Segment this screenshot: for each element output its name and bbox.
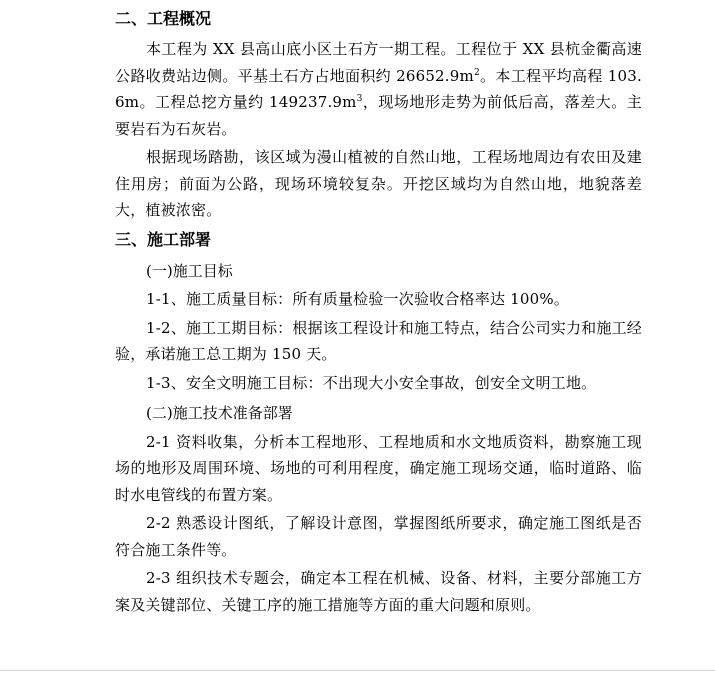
list-item-quality-goal: 1-1、施工质量目标：所有质量检验一次验收合格率达 100%。 xyxy=(146,290,570,308)
paragraph-project-description xyxy=(115,36,642,142)
paragraph-site-survey: 根据现场踏勘，该区域为漫山植被的自然山地，工程场地周边有农田及建住用房；前面为公路，现场环境较复杂。开挖区域均为自然山地，地貌落差大，植被浓密。 xyxy=(115,148,642,219)
list-item-safety-goal: 1-3、安全文明施工目标：不出现大小安全事故，创安全文明工地。 xyxy=(146,373,597,392)
subsection-title-technical-preparation: (二)施工技术准备部署 xyxy=(146,404,293,422)
section-heading-project-overview: 二、工程概况 xyxy=(115,9,212,28)
section-heading-construction-deployment: 三、施工部署 xyxy=(115,229,212,249)
list-item-data-collection: 2-1 资料收集，分析本工程地形、工程地质和水文地质资料，勘察施工现场的地形及周围环境、场地的可利用程度，确定施工现场交通，临时道路、临时水电管线的布置方案。 xyxy=(115,432,642,504)
document-body xyxy=(115,5,642,618)
paragraph-project-description-part3: ，现场地形走势为前低后高，落差大。主要岩石为石灰岩。 xyxy=(115,93,642,138)
paragraph-project-description-part2: 。本工程平均高程 103.6m。工程总挖方量约 149237.9m xyxy=(115,66,642,111)
superscript-cubic: 3 xyxy=(356,94,363,104)
superscript-square: 2 xyxy=(473,67,480,78)
list-item-schedule-goal: 1-2、施工工期目标：根据该工程设计和施工特点，结合公司实力和施工经验，承诺施工总工期为 150 天。 xyxy=(115,318,642,363)
page-bottom-divider xyxy=(0,670,715,671)
paragraph-project-description-part1: 本工程为 XX 县高山底小区土石方一期工程。工程位于 XX 县杭金衢高速公路收费站边侧。平基土石方占地面积约 26652.9m xyxy=(115,40,642,85)
list-item-drawing-review: 2-2 熟悉设计图纸，了解设计意图，掌握图纸所要求，确定施工图纸是否符合施工条件等。 xyxy=(115,514,642,559)
list-item-technical-meeting: 2-3 组织技术专题会，确定本工程在机械、设备、材料，主要分部施工方案及关键部位、关键工序的施工措施等方面的重大问题和原则。 xyxy=(115,569,642,614)
subsection-title-construction-goals: (一)施工目标 xyxy=(146,261,233,280)
